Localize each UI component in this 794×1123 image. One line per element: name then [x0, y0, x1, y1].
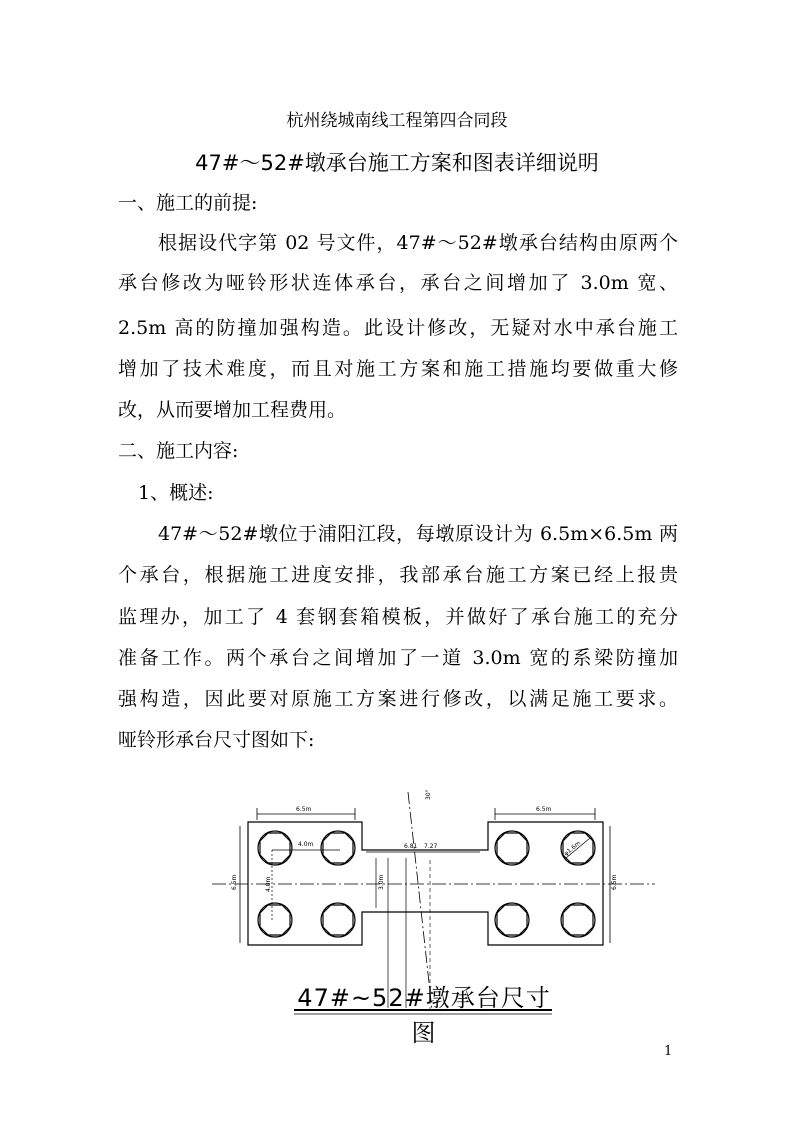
label-dim-b: 7.27	[424, 843, 438, 850]
label-left-inner: 4.0m	[265, 876, 272, 892]
label-pile-diameter: φ1.6m	[562, 839, 583, 858]
section-2-line-3: 监理办，加工了 4 套钢套箱模板，并做好了承台施工的充分	[118, 606, 678, 628]
section-2-line-4: 准备工作。两个承台之间增加了一道 3.0m 宽的系梁防撞加	[118, 647, 678, 669]
pile-1	[258, 831, 292, 865]
document-subtitle: 杭州绕城南线工程第四合同段	[286, 111, 508, 131]
pile-3	[258, 903, 292, 937]
section-1-line-2: 承台修改为哑铃形状连体承台，承台之间增加了 3.0m 宽、	[118, 272, 678, 294]
label-pile-spacing: 4.0m	[298, 841, 314, 848]
section-1-heading: 一、施工的前提:	[118, 192, 258, 214]
section-2-line-5: 强构造，因此要对原施工方案进行修改，以满足施工要求。	[118, 688, 678, 710]
pile-4	[321, 903, 355, 937]
pile-2	[321, 831, 355, 865]
section-1-line-3: 2.5m 高的防撞加强构造。此设计修改，无疑对水中承台施工	[118, 317, 678, 339]
section-1-line-5: 改，从而要增加工程费用。	[118, 399, 347, 421]
section-1-line-4: 增加了技术难度，而且对施工方案和施工措施均要做重大修	[118, 358, 678, 380]
label-left-width: 6.5m	[296, 806, 312, 813]
section-2-line-2: 个承台，根据施工进度安排，我部承台施工方案已经上报贵	[118, 564, 678, 586]
label-right-width: 6.5m	[536, 806, 552, 813]
label-left-height: 6.5m	[231, 874, 238, 890]
pile-7	[495, 903, 529, 937]
label-angle: 30°	[425, 789, 432, 800]
section-1-line-1: 根据设代字第 02 号文件，47#～52#墩承台结构由原两个	[158, 232, 678, 254]
section-2-subheading: 1、概述:	[138, 482, 214, 504]
pile-5	[495, 831, 529, 865]
section-2-line-6: 哑铃形承台尺寸图如下:	[118, 729, 315, 751]
document-title: 47#～52#墩承台施工方案和图表详细说明	[195, 151, 599, 175]
section-2-line-1: 47#～52#墩位于浦阳江段，每墩原设计为 6.5m×6.5m 两	[158, 523, 678, 545]
label-right-height: 6.5m	[611, 874, 618, 890]
label-beam-width: 3.0m	[378, 874, 385, 890]
page-number: 1	[664, 1044, 673, 1059]
figure-caption: 47#~52#墩承台尺寸图	[297, 984, 551, 1047]
label-dim-a: 6.81	[404, 843, 418, 850]
pile-8	[561, 903, 595, 937]
section-2-heading: 二、施工内容:	[118, 440, 239, 462]
